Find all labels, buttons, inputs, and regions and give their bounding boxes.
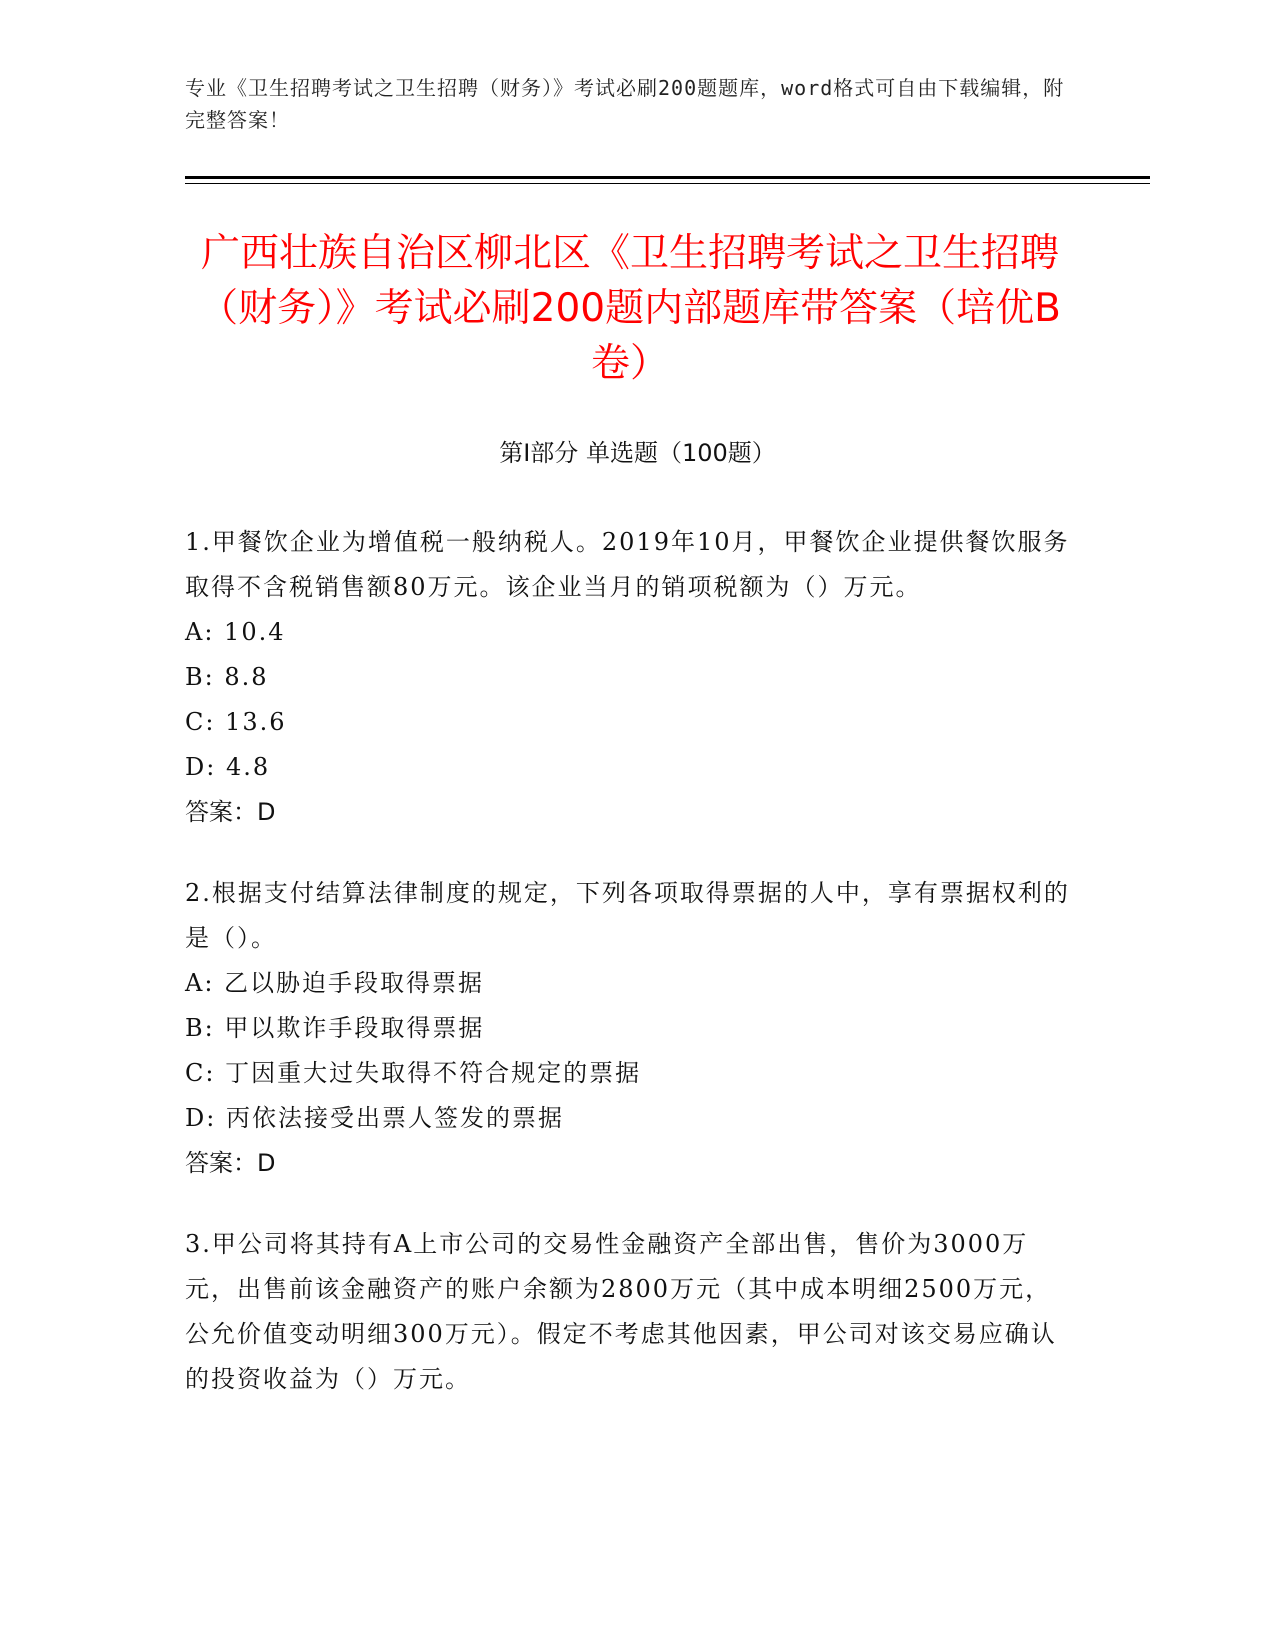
question-stem: 1.甲餐饮企业为增值税一般纳税人。2019年10月，甲餐饮企业提供餐饮服务取得不含税销售额80万元。该企业当月的销项税额为（）万元。 xyxy=(185,528,1070,601)
section-title: 第Ⅰ部分 单选题（100题） xyxy=(499,439,776,467)
option-c: C: 13.6 xyxy=(185,708,287,736)
question-3 xyxy=(185,1222,1075,1402)
header-note: 专业《卫生招聘考试之卫生招聘（财务）》考试必刷200题题库，word格式可自由下载编辑，附完整答案！ xyxy=(185,76,1065,132)
option-a: A: 乙以胁迫手段取得票据 xyxy=(185,969,485,997)
document-title: 广西壮族自治区柳北区《卫生招聘考试之卫生招聘（财务）》考试必刷200题内部题库带答案（培优B卷） xyxy=(199,231,1061,386)
option-c: C: 丁因重大过失取得不符合规定的票据 xyxy=(185,1059,642,1087)
option-b: B: 甲以欺诈手段取得票据 xyxy=(185,1014,485,1042)
answer: 答案：D xyxy=(185,1149,276,1177)
option-d: D: 丙依法接受出票人签发的票据 xyxy=(185,1104,564,1132)
question-list xyxy=(185,520,1075,1438)
question-2 xyxy=(185,871,1075,1186)
answer: 答案：D xyxy=(185,798,276,826)
option-b: B: 8.8 xyxy=(185,663,269,691)
header-divider-thin xyxy=(185,183,1150,184)
question-stem: 3.甲公司将其持有A上市公司的交易性金融资产全部出售，售价为3000万元，出售前该金融资产的账户余额为2800万元（其中成本明细2500万元，公允价值变动明细300万元）。假定不考虑其他因素，甲公司对该交易应确认的投资收益为（）万元。 xyxy=(185,1230,1057,1393)
question-1 xyxy=(185,520,1075,835)
header-divider-thick xyxy=(185,176,1150,179)
question-stem: 2.根据支付结算法律制度的规定，下列各项取得票据的人中，享有票据权利的是（）。 xyxy=(185,879,1070,952)
option-a: A: 10.4 xyxy=(185,618,286,646)
option-d: D: 4.8 xyxy=(185,753,271,781)
